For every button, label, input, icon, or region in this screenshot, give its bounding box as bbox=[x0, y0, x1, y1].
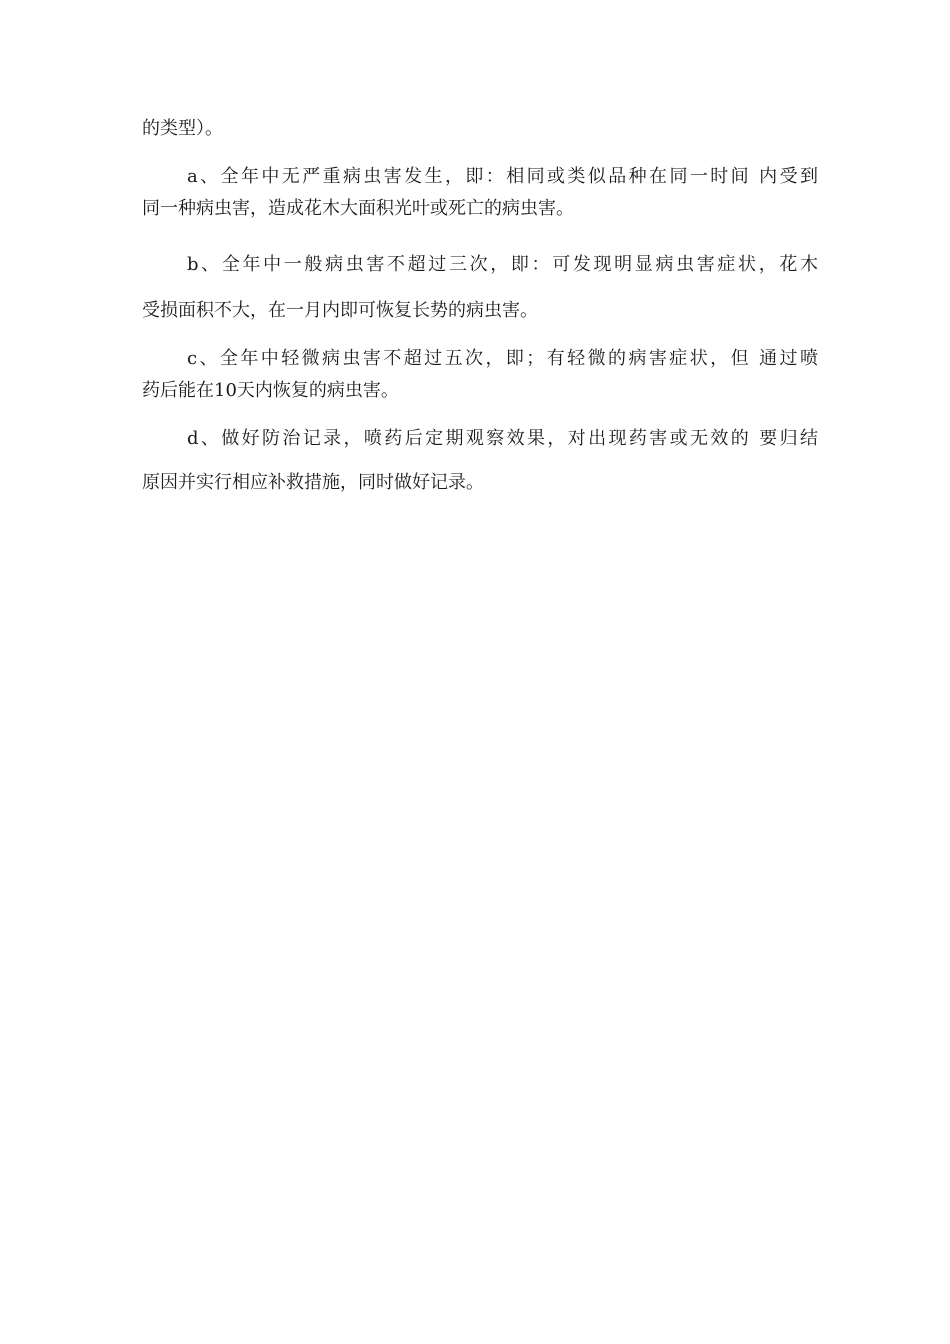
lead-text-line: 的类型）。 bbox=[142, 118, 223, 139]
paragraph-line: b、全年中一般病虫害不超过三次，即：可发现明显病虫害症状，花木 bbox=[187, 254, 818, 275]
paragraph-line: 药后能在10天内恢复的病虫害。 bbox=[142, 380, 399, 401]
paragraph-c bbox=[142, 343, 818, 407]
paragraph-line: 受损面积不大，在一月内即可恢复长势的病虫害。 bbox=[142, 300, 538, 321]
paragraph-line: 同一种病虫害，造成花木大面积光叶或死亡的病虫害。 bbox=[142, 198, 574, 219]
paragraph-line: a、全年中无严重病虫害发生，即：相同或类似品种在同一时间 内受到 bbox=[187, 166, 818, 187]
paragraph-b bbox=[142, 249, 818, 327]
document-body bbox=[142, 113, 818, 499]
paragraph-line: d、做好防治记录，喷药后定期观察效果，对出现药害或无效的 要归结 bbox=[187, 428, 818, 449]
paragraph-line: c、全年中轻微病虫害不超过五次，即；有轻微的病害症状，但 通过喷 bbox=[187, 348, 818, 369]
paragraph-a bbox=[142, 161, 818, 225]
paragraph-line: 原因并实行相应补救措施，同时做好记录。 bbox=[142, 472, 484, 493]
paragraph-d bbox=[142, 423, 818, 499]
